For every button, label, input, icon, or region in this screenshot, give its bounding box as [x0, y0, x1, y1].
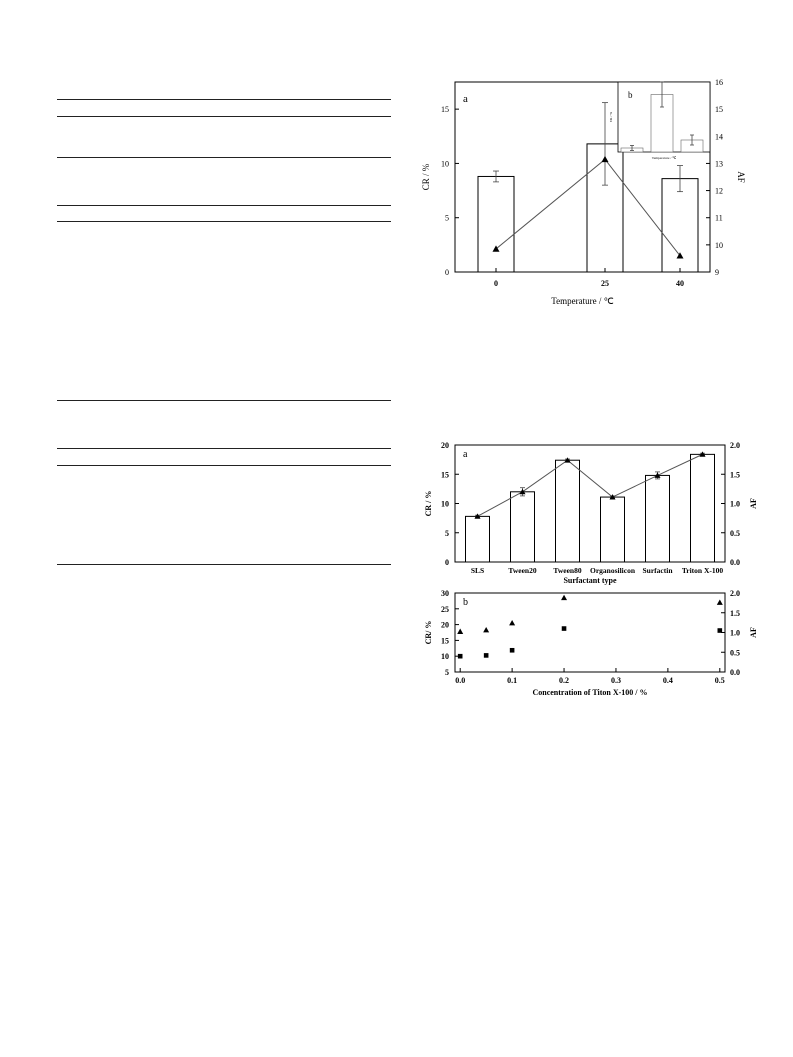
x-tick-label: 25 — [601, 279, 609, 288]
y-tick-label: 15 — [441, 470, 449, 480]
surfactant-chart — [410, 435, 770, 595]
y2-tick-label: 1.5 — [730, 608, 740, 618]
x-tick-label: 0.4 — [662, 676, 673, 685]
x-tick-label: 0 — [494, 279, 498, 288]
panel-label: a — [463, 449, 468, 460]
table-rule — [57, 221, 391, 222]
inset-panel-label: b — [628, 90, 633, 100]
x-tick-label: Surfactin — [642, 566, 673, 575]
cr-marker — [457, 629, 463, 634]
af-marker — [510, 648, 515, 653]
cr-marker — [483, 627, 489, 632]
x-tick-label: 0.3 — [610, 676, 621, 685]
y-tick-label: 20 — [441, 441, 449, 450]
y-axis-label: CR / % — [424, 490, 433, 517]
x-tick-label: Tween80 — [553, 566, 582, 575]
cr-marker — [509, 620, 515, 625]
y2-tick-label: 0.5 — [730, 528, 740, 538]
temperature-chart — [410, 70, 770, 315]
cr-marker — [561, 595, 567, 600]
table-rule — [57, 400, 391, 401]
table-rule — [57, 116, 391, 117]
y2-tick-label: 16 — [715, 78, 723, 87]
x-tick-label: 0.5 — [714, 676, 725, 685]
plot-frame — [455, 593, 725, 672]
x-tick-label: SLS — [470, 566, 485, 575]
x-tick-label: 0.0 — [455, 676, 466, 685]
y2-axis-label: AF — [749, 627, 758, 638]
bar — [478, 176, 514, 272]
y-tick-label: 5 — [445, 668, 449, 677]
x-tick-label: Tween20 — [508, 566, 537, 575]
y-tick-label: 0 — [445, 268, 449, 277]
y-tick-label: 15 — [441, 105, 449, 115]
table-rule — [57, 205, 391, 206]
x-tick-label: 0.1 — [507, 676, 518, 685]
y2-tick-label: 13 — [715, 159, 723, 169]
y2-axis-label: AF — [749, 498, 758, 509]
table-rule — [57, 448, 391, 449]
table-rule — [57, 564, 391, 565]
y2-axis-label: AF — [736, 171, 746, 183]
x-axis-label: Concentration of Titon X-100 / % — [532, 688, 648, 697]
y2-tick-label: 11 — [715, 213, 723, 223]
y2-tick-label: 0.5 — [730, 648, 740, 658]
table-rule — [57, 157, 391, 158]
inset-x-axis-label: Temperature / ℃ — [651, 156, 677, 160]
y-tick-label: 15 — [441, 636, 449, 646]
x-tick-label: Organosilicon — [589, 566, 636, 575]
y-tick-label: 10 — [441, 159, 449, 169]
y2-tick-label: 2.0 — [730, 441, 740, 450]
x-tick-label: Triton X-100 — [681, 566, 724, 575]
x-axis-label: Surfactant type — [563, 576, 617, 585]
y2-tick-label: 0.0 — [730, 668, 740, 677]
y-tick-label: 25 — [441, 604, 449, 614]
table-rule — [57, 99, 391, 100]
y-axis-label: CR/ % — [424, 620, 433, 645]
y2-tick-label: 15 — [715, 105, 723, 115]
y-tick-label: 0 — [445, 558, 449, 567]
bar — [466, 516, 490, 562]
inset-y-axis-label: CR / % — [609, 111, 613, 123]
y-tick-label: 10 — [441, 652, 449, 662]
bar — [556, 460, 580, 562]
cr-marker — [717, 599, 723, 604]
panel-label: a — [463, 93, 468, 105]
bar — [691, 454, 715, 562]
y-tick-label: 10 — [441, 499, 449, 509]
panel-label: b — [463, 597, 468, 608]
y2-tick-label: 1.5 — [730, 470, 740, 480]
y-tick-label: 20 — [441, 620, 449, 630]
y2-tick-label: 1.0 — [730, 499, 740, 509]
x-tick-label: 0.2 — [559, 676, 570, 685]
y2-tick-label: 12 — [715, 186, 723, 196]
x-axis-label: Temperature / ℃ — [551, 296, 614, 306]
y-tick-label: 30 — [441, 589, 449, 598]
x-tick-label: 40 — [676, 279, 684, 288]
y-axis-label: CR / % — [421, 163, 431, 191]
table-rule — [57, 465, 391, 466]
y2-tick-label: 0.0 — [730, 558, 740, 567]
bar — [511, 492, 535, 562]
y2-tick-label: 14 — [715, 132, 723, 142]
bar — [646, 475, 670, 562]
y-tick-label: 5 — [445, 213, 449, 223]
y2-tick-label: 1.0 — [730, 628, 740, 638]
y2-tick-label: 2.0 — [730, 589, 740, 598]
af-marker — [484, 653, 489, 658]
y2-tick-label: 9 — [715, 268, 719, 277]
concentration-chart — [410, 588, 770, 723]
y-tick-label: 5 — [445, 528, 449, 538]
bar — [601, 497, 625, 562]
af-marker — [562, 626, 567, 631]
y2-tick-label: 10 — [715, 240, 723, 250]
